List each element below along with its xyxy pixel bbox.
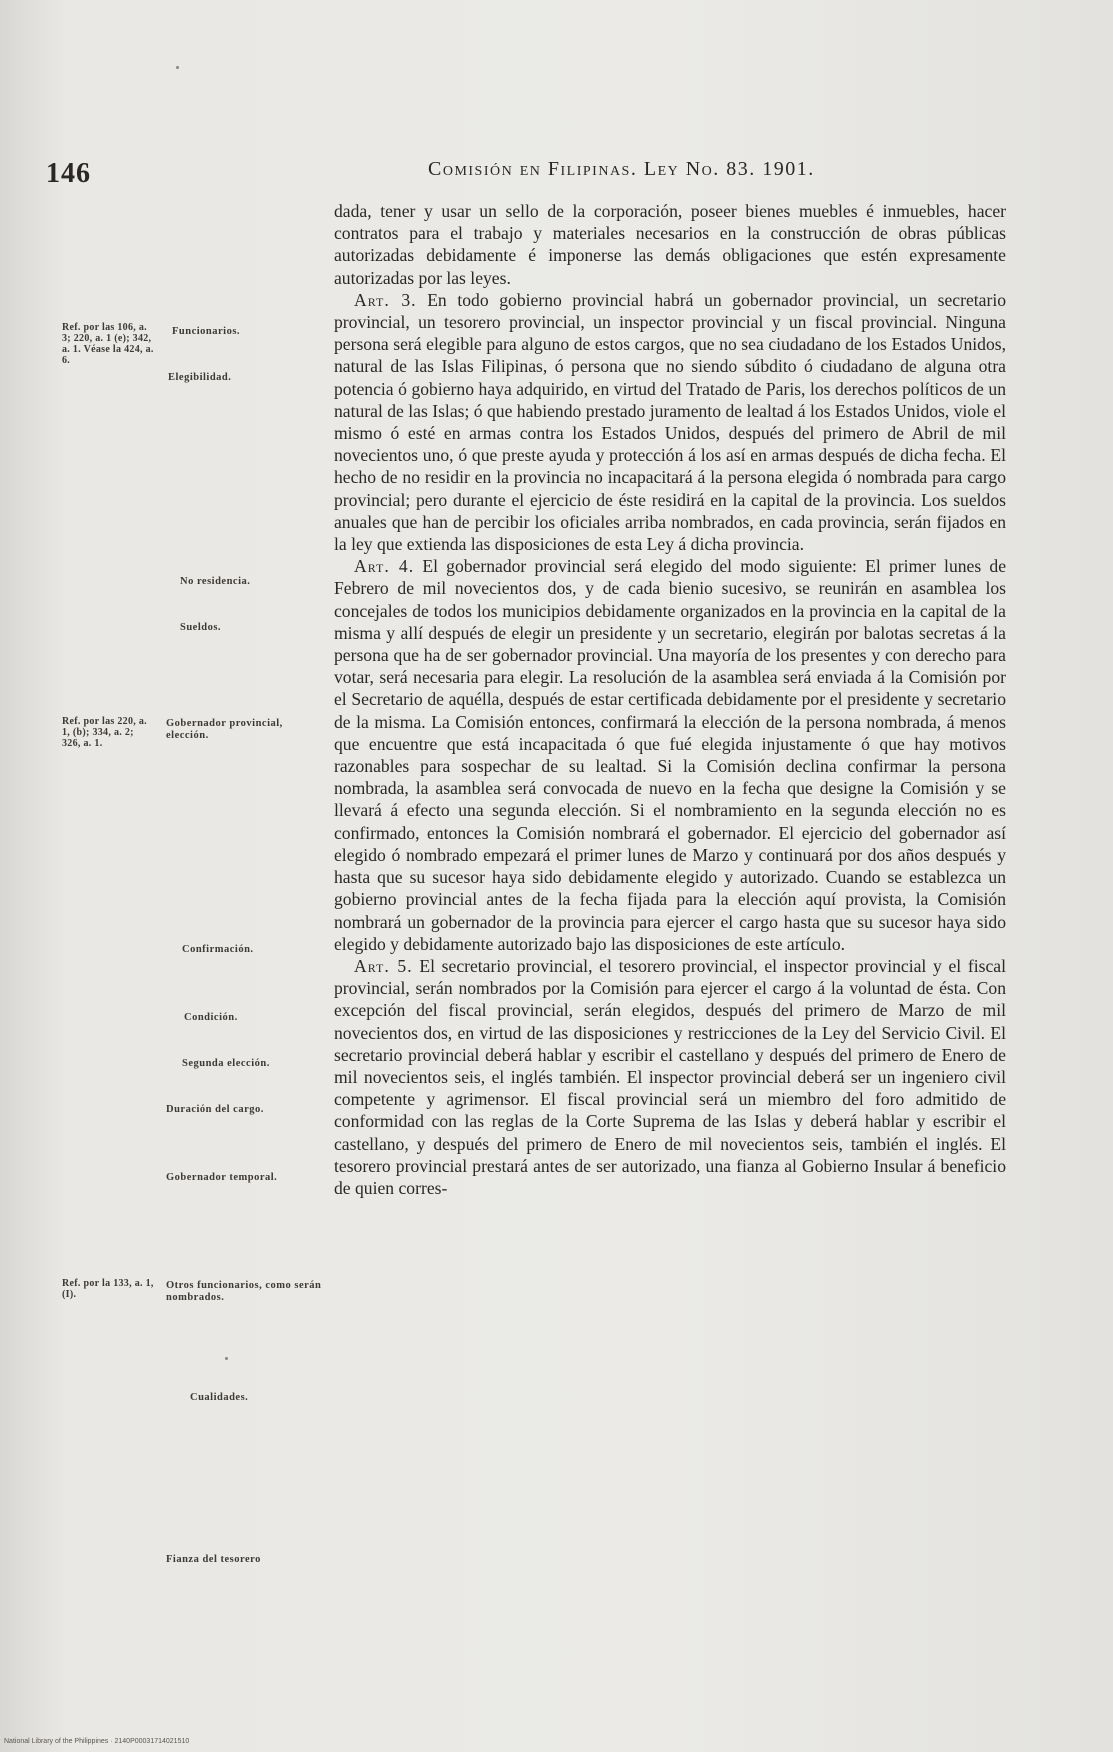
margin-note: Sueldos. (180, 622, 222, 633)
margin-note: Segunda elección. (182, 1058, 270, 1069)
article-label: Art. 3. (354, 289, 417, 310)
margin-note: Elegibilidad. (168, 372, 232, 383)
margin-note: Otros funcionarios, como serán nombrados. (166, 1280, 322, 1303)
running-head: Comisión en Filipinas. Ley No. 83. 1901. (428, 158, 815, 180)
margin-note: Confirmación. (182, 944, 254, 955)
article-text: En todo gobierno provincial habrá un gobernador provincial, un secretario provincial, un tesorero provincial, un inspector provincial y un fiscal provincial. Ninguna persona será elegible para alguno de estos cargos, que no sea ciudadano de los Estados Unidos, natural de las Islas Filipinas, ó persona que no siendo súbdito ó ciudadano de alguna otra potencia ó gobierno haya adquirido, en virtud del Tratado de Paris, los derechos políticos de un natural de las Islas; ó que habiendo prestado juramento de lealtad á los Estados Unidos, viole el mismo ó esté en armas contra los Estados Unidos, después del primero de Abril de mil novecientos uno, ó que preste ayuda y protección á los así en armas después de dicha fecha. El hecho de no residir en la provincia no incapacitará á la persona elegida ó nombrada para cargo provincial; pero durante el ejercicio de éste residirá en la capital de la provincia. Los sueldos anuales que han de percibir los oficiales arriba nombrados, en cada provincia, serán fijados en la ley que extienda las disposiciones de esta Ley á dicha provincia. (334, 289, 1006, 555)
margin-note: Gobernador temporal. (166, 1172, 278, 1183)
reference-note: Ref. por las 220, a. 1, (b); 334, a. 2; 326, a. 1. (62, 716, 147, 749)
margin-note: Duración del cargo. (166, 1104, 264, 1115)
page-number: 146 (46, 158, 91, 189)
article-text: El gobernador provincial será elegido del modo siguiente: El primer lunes de Febrero de mil novecientos dos, y de cada bienio sucesivo, se reunirán en asamblea los concejales de todos los municipios debidamente organizados en la provincia en la capital de la misma y allí después de elegir un presidente y un secretario, elegirán por balotas secretas á la persona que ha de ser gobernador provincial. Una mayoría de los presentes y con derecho para votar, será necesaria para elegir. La resolución de la asamblea será enviada á la Comisión por el Secretario de aquélla, después de estar certificada debidamente por el presidente y secretario de la misma. La Comisión entonces, confirmará la elección de la persona nombrada, á menos que encuentre que está incapacitada ó que fué elegida injustamente ó que hay motivos razonables para sospechar de su lealtad. Si la Comisión declina confirmar la persona nombrada, la asamblea será convocada de nuevo en la fecha que designe la Comisión y se llevará á efecto una segunda elección. Si el nombramiento en la segunda elección no es confirmado, entonces la Comisión nombrará el gobernador. El ejercicio del gobernador así elegido ó nombrado empezará el primer lunes de Marzo y continuará por dos años después y hasta que su sucesor haya sido debidamente elegido y autorizado. Cuando se establezca un gobierno provincial antes de la fecha fijada para la elección aquí provista, la Comisión nombrará un gobernador de la provincia para ejercer el cargo hasta que su sucesor haya sido elegido y debidamente autorizado bajo las disposiciones de este artículo. (334, 556, 1006, 954)
reference-note: Ref. por la 133, a. 1, (I). (62, 1278, 154, 1300)
margin-note: Cualidades. (190, 1392, 249, 1403)
reference-note: Ref. por las 106, a. 3; 220, a. 1 (e); 342, a. 1. Véase la 424, a. 6. (62, 322, 154, 366)
margin-note: Condición. (184, 1012, 238, 1023)
article-label: Art. 5. (354, 955, 413, 976)
scan-speck (225, 1357, 228, 1360)
scan-stamp: National Library of the Philippines · 2140P00031714021510 (4, 1738, 190, 1745)
article-5 (334, 955, 1006, 1199)
margin-note: Funcionarios. (172, 326, 241, 337)
body-text (334, 200, 1006, 1199)
article-text: El secretario provincial, el tesorero provincial, el inspector provincial y el fiscal provincial, serán nombrados por la Comisión para ejercer el cargo á la voluntad de ésta. Con excepción del fiscal provincial, serán elegidos, después del primero de Marzo de mil novecientos dos, en virtud de las disposiciones y restricciones de la Ley del Servicio Civil. El secretario provincial deberá hablar y escribir el castellano y después del primero de Enero de mil novecientos seis, el inglés también. El inspector provincial deberá ser un ingeniero civil competente y agrimensor. El fiscal provincial será un miembro del foro admitido de conformidad con las reglas de la Corte Suprema de las Islas y deberá hablar y escribir el castellano, y después del primero de Enero de mil novecientos seis, también el inglés. El tesorero provincial prestará antes de ser autorizado, una fianza al Gobierno Insular á beneficio de quien corres- (334, 955, 1006, 1198)
margin-note: Gobernador provincial, elección. (166, 718, 283, 741)
scan-speck (176, 66, 179, 69)
article-4 (334, 555, 1006, 955)
margin-note: Fianza del tesorero (166, 1554, 261, 1565)
paragraph: dada, tener y usar un sello de la corporación, poseer bienes muebles é inmuebles, hacer contratos para el trabajo y materiales necesarios en la construcción de obras públicas autorizadas debidamente é imponerse las demás obligaciones que estén expresamente autorizadas por las leyes. (334, 201, 1006, 288)
article-label: Art. 4. (354, 556, 415, 577)
margin-note: No residencia. (180, 576, 251, 587)
article-3 (334, 289, 1006, 555)
